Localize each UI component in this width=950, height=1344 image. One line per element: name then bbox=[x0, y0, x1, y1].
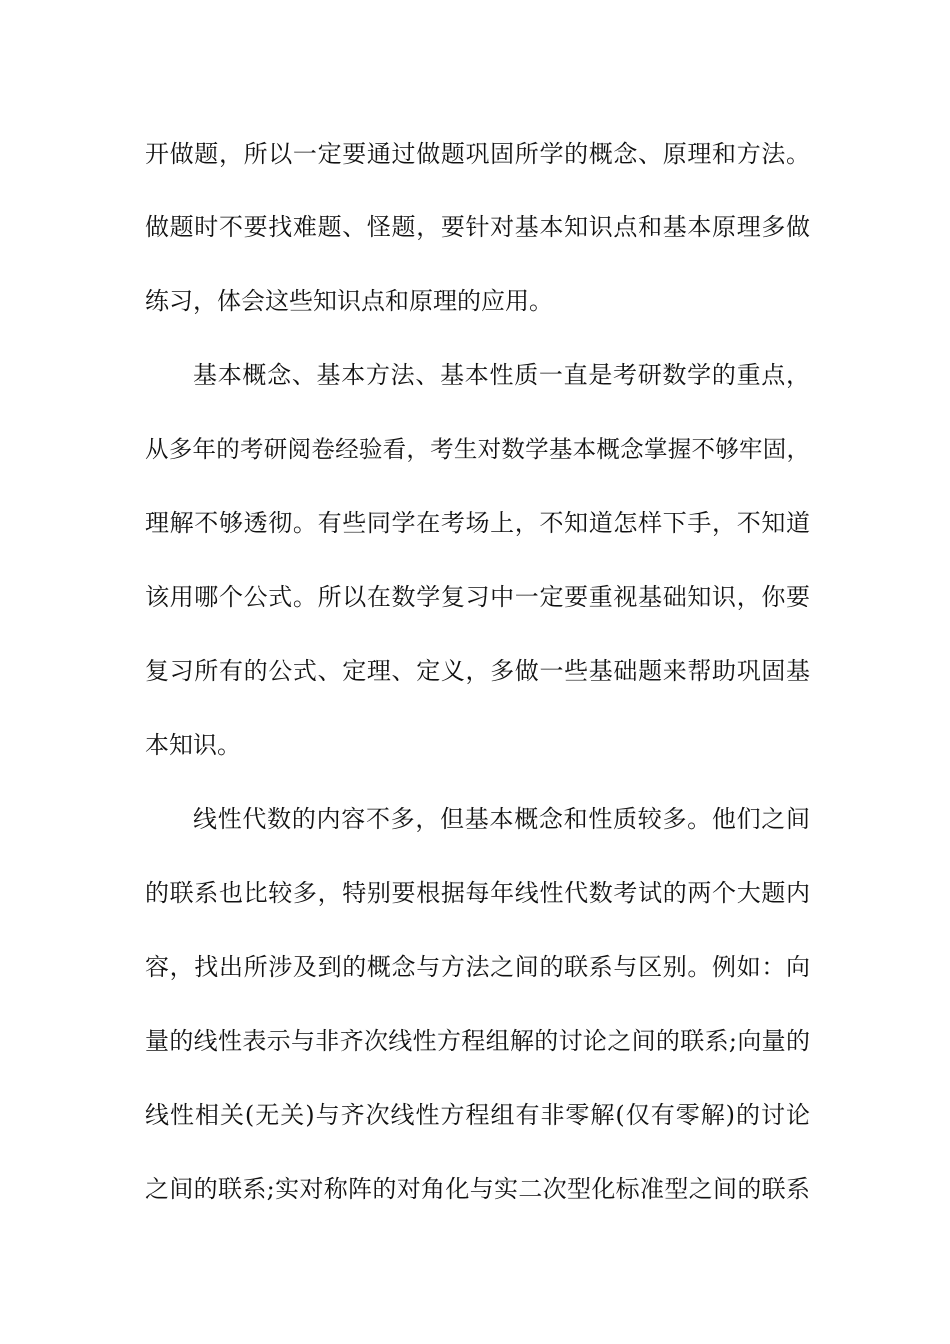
text-line: 线性相关(无关)与齐次线性方程组有非零解(仅有零解)的讨论 bbox=[145, 1101, 810, 1129]
text-line: 量的线性表示与非齐次线性方程组解的讨论之间的联系;向量的 bbox=[145, 1027, 810, 1055]
text-line: 容，找出所涉及到的概念与方法之间的联系与区别。例如：向 bbox=[145, 953, 810, 981]
text-line: 该用哪个公式。所以在数学复习中一定要重视基础知识，你要 bbox=[145, 583, 810, 611]
text-line: 练习，体会这些知识点和原理的应用。 bbox=[145, 287, 553, 315]
paragraph-first-line: 基本概念、基本方法、基本性质一直是考研数学的重点， bbox=[193, 361, 810, 389]
text-line: 之间的联系;实对称阵的对角化与实二次型化标准型之间的联系 bbox=[145, 1175, 810, 1203]
text-line: 本知识。 bbox=[145, 731, 241, 759]
paragraph-first-line: 线性代数的内容不多，但基本概念和性质较多。他们之间 bbox=[193, 805, 810, 833]
text-line: 从多年的考研阅卷经验看，考生对数学基本概念掌握不够牢固， bbox=[145, 435, 810, 463]
text-line: 复习所有的公式、定理、定义，多做一些基础题来帮助巩固基 bbox=[145, 657, 810, 685]
text-line: 理解不够透彻。有些同学在考场上，不知道怎样下手，不知道 bbox=[145, 509, 810, 537]
text-line: 的联系也比较多，特别要根据每年线性代数考试的两个大题内 bbox=[145, 879, 810, 907]
text-line: 做题时不要找难题、怪题，要针对基本知识点和基本原理多做 bbox=[145, 213, 810, 241]
text-line: 开做题，所以一定要通过做题巩固所学的概念、原理和方法。 bbox=[145, 140, 810, 168]
